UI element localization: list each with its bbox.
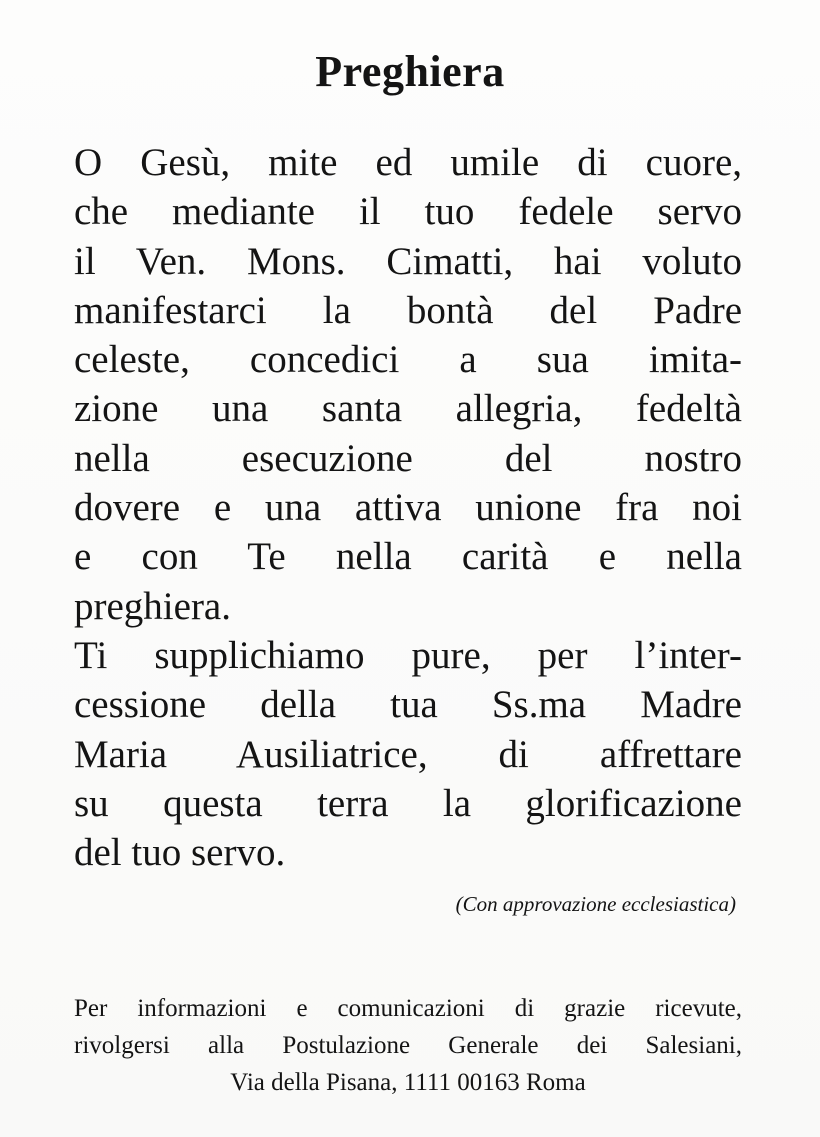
prayer-text [74, 138, 742, 877]
prayer-line: Ti supplichiamo pure, per l’inter- [74, 633, 742, 677]
prayer-line: dovere e una attiva unione fra noi [74, 486, 742, 530]
prayer-line: manifestarci la bontà del Padre [74, 288, 742, 332]
prayer-line: il Ven. Mons. Cimatti, hai voluto [74, 239, 742, 283]
prayer-line: e con Te nella carità e nella [74, 535, 742, 579]
prayer-line: nella esecuzione del nostro [74, 436, 742, 480]
info-line: rivolgersi alla Postulazione Generale dei Salesiani, [74, 1032, 742, 1059]
page-title: Preghiera [315, 47, 505, 96]
prayer-line: zione una santa allegria, fedeltà [74, 387, 742, 431]
info-line: Per informazioni e comunicazioni di grazie ricevute, [74, 995, 742, 1022]
prayer-line: cessione della tua Ss.ma Madre [74, 683, 742, 727]
contact-info [74, 990, 742, 1101]
prayer-line: che mediante il tuo fedele servo [74, 190, 742, 234]
prayer-line: preghiera. [74, 584, 231, 628]
approval-note: (Con approvazione ecclesiastica) [455, 892, 736, 916]
prayer-line: O Gesù, mite ed umile di cuore, [74, 141, 742, 184]
prayer-line: celeste, concedici a sua imita- [74, 338, 742, 382]
prayer-line: Maria Ausiliatrice, di affrettare [74, 732, 742, 776]
address-line: Via della Pisana, 1111 00163 Roma [230, 1069, 586, 1096]
prayer-line: su questa terra la glorificazione [74, 781, 742, 825]
prayer-line: del tuo servo. [74, 831, 286, 875]
